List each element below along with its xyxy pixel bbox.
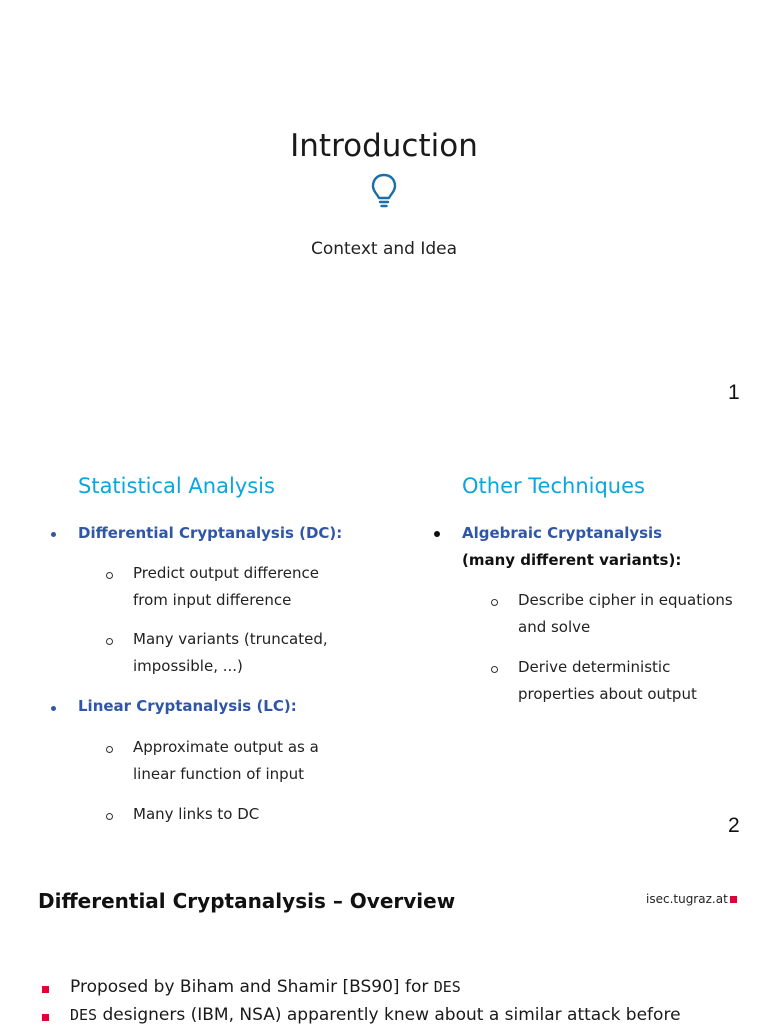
bullet-icon [51,706,56,711]
code-text: DES [70,1006,98,1024]
bullet-square-icon [42,1014,49,1021]
sub-item-line: impossible, ...) [133,657,243,675]
sub-item-line: Describe cipher in equations [518,591,733,609]
sub-item-line: properties about output [518,685,697,703]
site-square-icon [730,896,737,903]
slide3-title: Differential Cryptanalysis – Overview [38,889,456,913]
slide1-title: Introduction [290,128,478,164]
lightbulb-icon [368,172,400,212]
bullet-square-icon [42,986,49,993]
sub-bullet-icon [106,746,113,753]
sub-item-line: Derive deterministic [518,658,671,676]
sub-bullet-icon [106,572,113,579]
slide3-bullet-2 [70,1005,681,1025]
algebraic-item-label: Algebraic Cryptanalysis [462,524,663,542]
sub-item-line: Approximate output as a [133,738,319,756]
sub-item-line: linear function of input [133,765,305,783]
slide2-page-number: 2 [728,814,740,837]
dc-item-label: Differential Cryptanalysis (DC): [78,524,343,542]
slide1-subtitle: Context and Idea [310,239,458,259]
sub-bullet-icon [491,666,498,673]
slide1-page-number: 1 [728,381,740,404]
sub-bullet-icon [106,813,113,820]
left-column-heading: Statistical Analysis [78,474,275,498]
algebraic-item-sublabel: (many different variants): [462,551,682,569]
sub-item-line: Predict output difference [133,564,319,582]
right-column-heading: Other Techniques [462,474,645,498]
sub-item-line: from input difference [133,591,292,609]
bullet-text: Proposed by Biham and Shamir [BS90] for [70,977,434,997]
lc-item-label: Linear Cryptanalysis (LC): [78,697,297,715]
sub-item-line: Many links to DC [133,805,260,823]
site-label: isec.tugraz.at [646,892,728,906]
bullet-icon [51,532,56,537]
sub-bullet-icon [106,638,113,645]
code-text: DES [433,978,461,996]
slide3-bullet-1 [70,977,461,997]
sub-bullet-icon [491,599,498,606]
sub-item-line: and solve [518,618,591,636]
sub-item-line: Many variants (truncated, [133,630,328,648]
bullet-text: designers (IBM, NSA) apparently knew about a similar attack before [97,1005,681,1025]
bullet-icon [434,531,440,537]
